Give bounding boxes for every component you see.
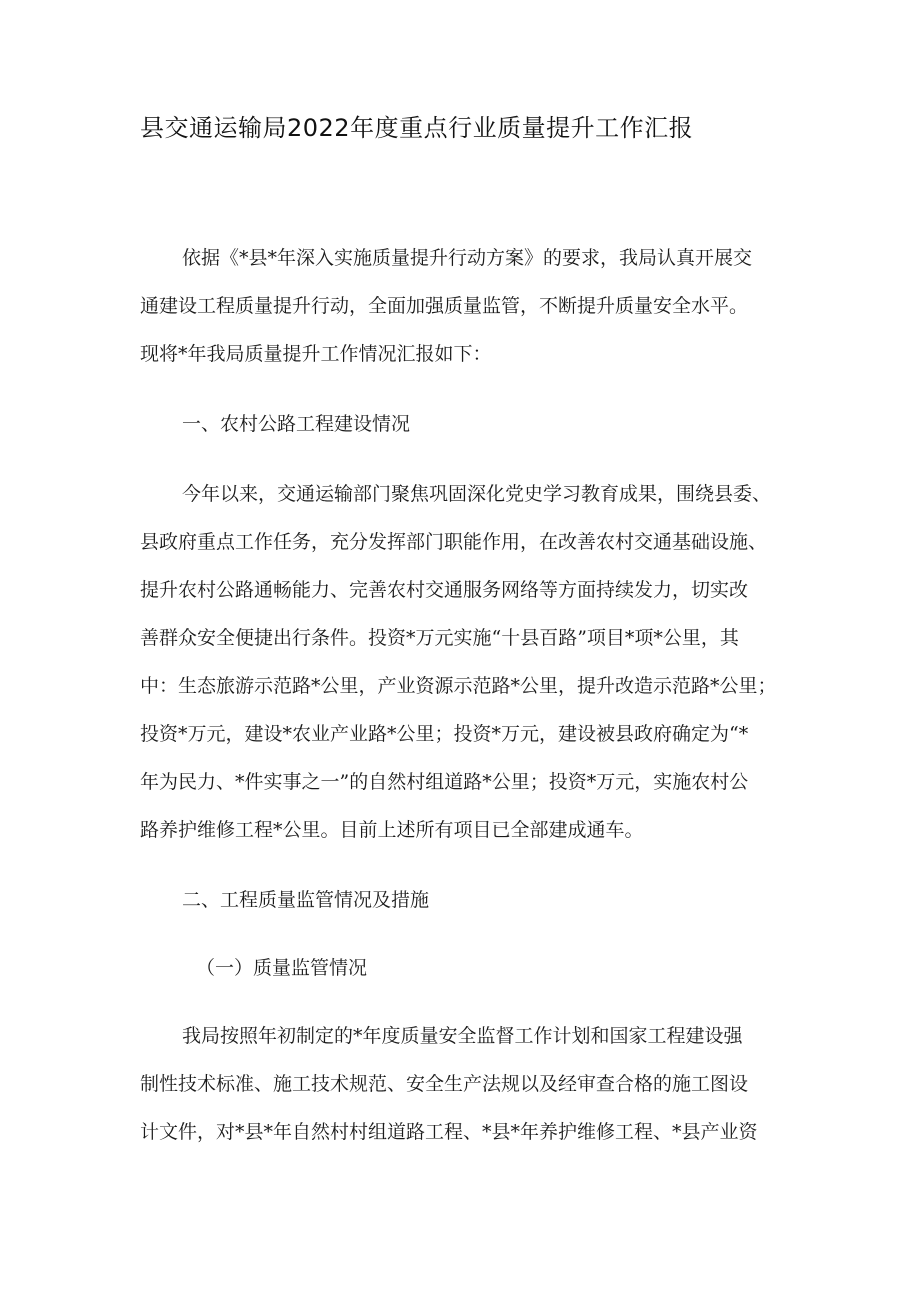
- document-title: 县交通运输局2022年度重点行业质量提升工作汇报: [140, 114, 694, 142]
- text-line: 提升农村公路通畅能力、完善农村交通服务网络等方面持续发力，切实改: [140, 579, 749, 601]
- text-line: 中：生态旅游示范路*公里，产业资源示范路*公里，提升改造示范路*公里；: [140, 675, 777, 697]
- text-line: 年为民力、*件实事之一”的自然村组道路*公里；投资*万元，实施农村公: [140, 771, 749, 793]
- section-heading: 一、农村公路工程建设情况: [182, 413, 411, 435]
- text-line: 计文件，对*县*年自然村村组道路工程、*县*年养护维修工程、*县产业资: [140, 1121, 758, 1143]
- text-line: 善群众安全便捷出行条件。投资*万元实施“十县百路”项目*项*公里，其: [140, 627, 739, 649]
- subsection-heading: （一）质量监管情况: [196, 957, 368, 979]
- text-line: 投资*万元，建设*农业产业路*公里；投资*万元，建设被县政府确定为“*: [140, 723, 749, 745]
- text-line: 依据《*县*年深入实施质量提升行动方案》的要求，我局认真开展交: [182, 247, 753, 269]
- text-line: 路养护维修工程*公里。目前上述所有项目已全部建成通车。: [140, 819, 644, 841]
- text-line: 县政府重点工作任务，充分发挥部门职能作用，在改善农村交通基础设施、: [140, 531, 768, 553]
- text-line: 现将*年我局质量提升工作情况汇报如下：: [140, 343, 492, 365]
- text-line: 我局按照年初制定的*年度质量安全监督工作计划和国家工程建设强: [182, 1025, 743, 1047]
- section-heading: 二、工程质量监管情况及措施: [182, 889, 430, 911]
- text-line: 今年以来，交通运输部门聚焦巩固深化党史学习教育成果，围绕县委、: [182, 483, 772, 505]
- text-line: 制性技术标准、施工技术规范、安全生产法规以及经审查合格的施工图设: [140, 1073, 749, 1095]
- text-line: 通建设工程质量提升行动，全面加强质量监管，不断提升质量安全水平。: [140, 295, 749, 317]
